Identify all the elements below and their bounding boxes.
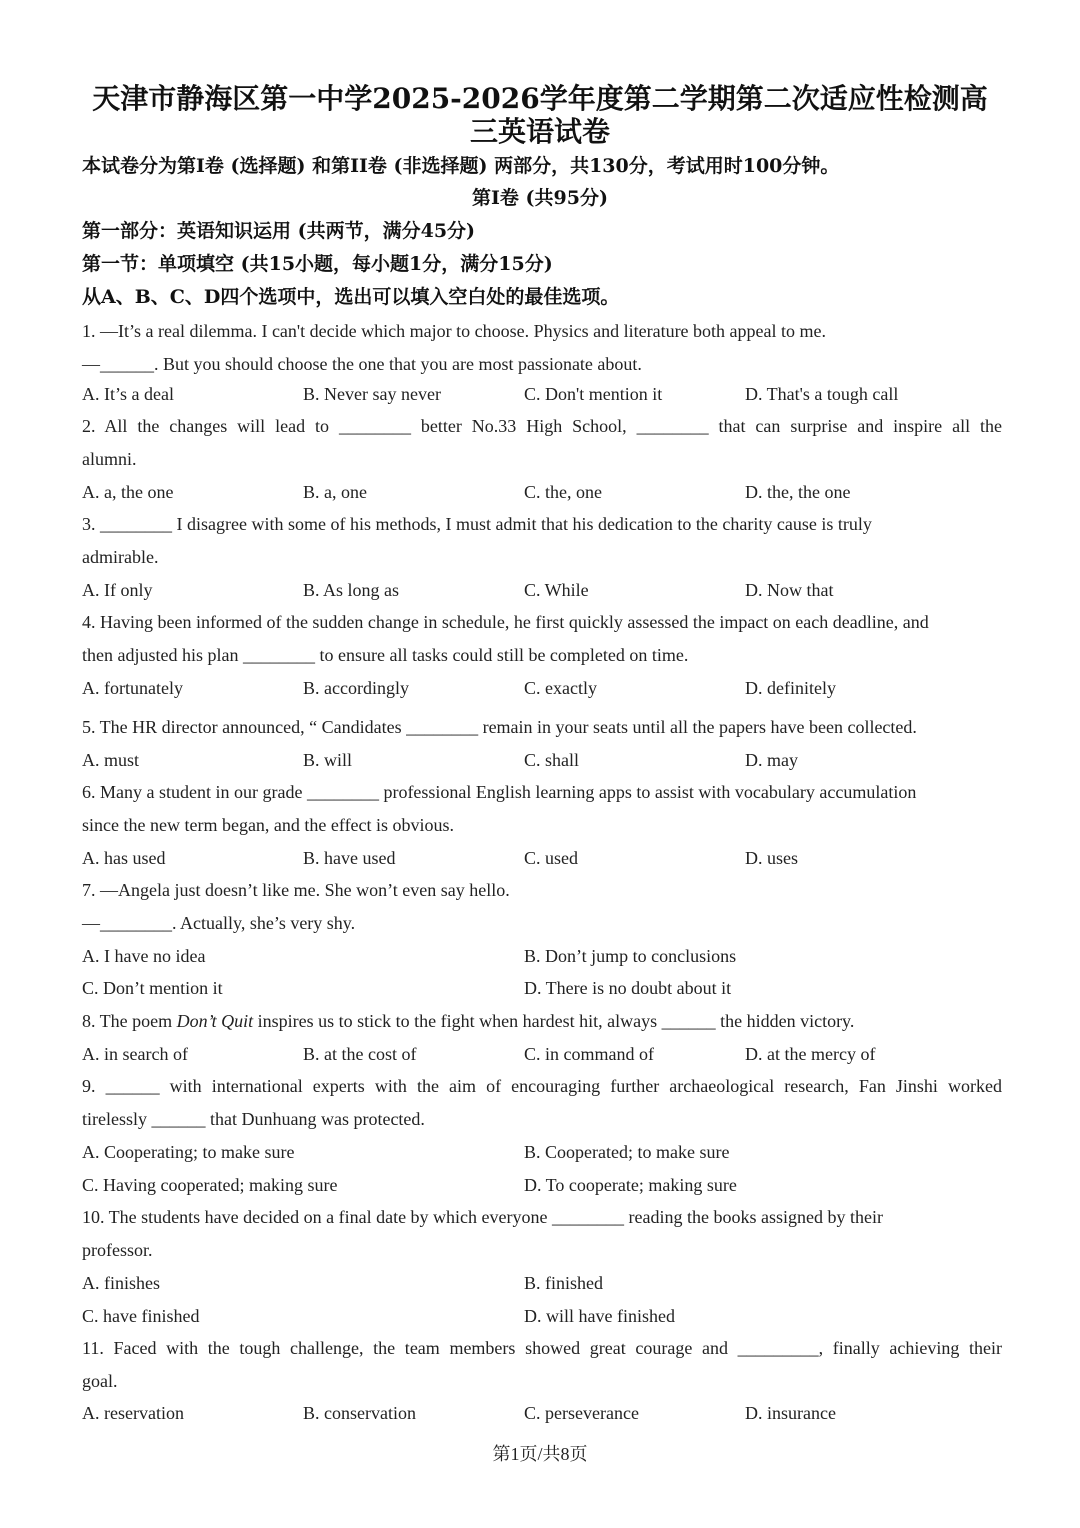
question-9-text: 9. ______ with international experts with the aim of encouraging further archaeological research, Fan Jinshi worked: [82, 1076, 1002, 1096]
question-10-option-a: A. finishes: [82, 1273, 160, 1293]
question-9-text: tirelessly ______ that Dunhuang was protected.: [82, 1109, 425, 1129]
question-4-option-d: D. definitely: [745, 678, 836, 698]
question-11-option-b: B. conservation: [303, 1403, 416, 1423]
question-10-text: professor.: [82, 1240, 153, 1260]
question-6-text: since the new term began, and the effect is obvious.: [82, 815, 455, 835]
question-11-option-c: C. perseverance: [524, 1403, 639, 1423]
question-9-option-a: A. Cooperating; to make sure: [82, 1142, 295, 1162]
poem-title: Don’t Quit: [176, 1011, 254, 1031]
question-1-option-b: B. Never say never: [303, 384, 441, 404]
question-11-text: 11. Faced with the tough challenge, the team members showed great courage and _________, finally achieving their: [82, 1338, 1002, 1358]
question-2-option-a: A. a, the one: [82, 482, 174, 502]
section-heading: 第一节：单项填空 (共15小题，每小题1分，满分15分): [82, 253, 553, 275]
question-11-option-a: A. reservation: [82, 1403, 184, 1423]
question-6-option-c: C. used: [524, 848, 578, 868]
question-3-option-a: A. If only: [82, 580, 153, 600]
question-6-option-b: B. have used: [303, 848, 396, 868]
question-2-text: 2. All the changes will lead to ________ better No.33 High School, ________ that can surprise and inspire all the: [82, 416, 1002, 436]
section-instruction: 从A、B、C、D四个选项中，选出可以填入空白处的最佳选项。: [82, 286, 620, 308]
question-3-option-c: C. While: [524, 580, 589, 600]
question-2-option-d: D. the, the one: [745, 482, 851, 502]
question-4-text: 4. Having been informed of the sudden change in schedule, he first quickly assessed the impact on each deadline, and: [82, 612, 929, 632]
question-6-option-a: A. has used: [82, 848, 166, 868]
question-5-option-c: C. shall: [524, 750, 580, 770]
question-6-option-d: D. uses: [745, 848, 798, 868]
question-2-text: alumni.: [82, 449, 137, 469]
question-1-text: —______. But you should choose the one that you are most passionate about.: [82, 354, 642, 374]
question-2-option-c: C. the, one: [524, 482, 602, 502]
question-1-option-c: C. Don't mention it: [524, 384, 663, 404]
volume-heading: 第I卷 (共95分): [472, 187, 608, 209]
question-4-option-a: A. fortunately: [82, 678, 183, 698]
question-7-option-b: B. Don’t jump to conclusions: [524, 946, 737, 966]
question-11-text: goal.: [82, 1371, 118, 1391]
question-10-option-d: D. will have finished: [524, 1306, 675, 1326]
question-10-option-c: C. have finished: [82, 1306, 200, 1326]
question-8-option-a: A. in search of: [82, 1044, 188, 1064]
question-7-text: 7. —Angela just doesn’t like me. She won’t even say hello.: [82, 880, 510, 900]
question-5-option-a: A. must: [82, 750, 140, 770]
question-11-option-d: D. insurance: [745, 1403, 836, 1423]
part-heading: 第一部分：英语知识运用 (共两节，满分45分): [82, 220, 476, 242]
question-1-option-d: D. That's a tough call: [745, 384, 899, 404]
question-9-option-d: D. To cooperate; making sure: [524, 1175, 737, 1195]
question-8-option-b: B. at the cost of: [303, 1044, 417, 1064]
question-3-option-b: B. As long as: [303, 580, 400, 600]
question-8-text: 8. The poem Don’t Quit inspires us to stick to the fight when hardest hit, always ______ the hidden victory.: [82, 1011, 855, 1031]
question-2-option-b: B. a, one: [303, 482, 367, 502]
exam-intro: 本试卷分为第I卷 (选择题) 和第II卷 (非选择题) 两部分，共130分，考试用时100分钟。: [82, 155, 840, 177]
question-10-text: 10. The students have decided on a final date by which everyone ________ reading the books assigned by their: [82, 1207, 883, 1227]
question-5-text: 5. The HR director announced, “ Candidates ________ remain in your seats until all the papers have been collected.: [82, 717, 917, 737]
question-3-option-d: D. Now that: [745, 580, 834, 600]
question-8-option-c: C. in command of: [524, 1044, 654, 1064]
question-7-text: —________. Actually, she’s very shy.: [82, 913, 356, 933]
question-1-option-a: A. It’s a deal: [82, 384, 174, 404]
question-5-option-d: D. may: [745, 750, 798, 770]
question-8-option-d: D. at the mercy of: [745, 1044, 876, 1064]
question-6-text: 6. Many a student in our grade ________ professional English learning apps to assist with vocabulary accumulation: [82, 782, 917, 802]
question-5-option-b: B. will: [303, 750, 353, 770]
question-3-text: admirable.: [82, 547, 159, 567]
page-number: 第1页/共8页: [492, 1444, 588, 1464]
question-4-option-b: B. accordingly: [303, 678, 409, 698]
question-1-text: 1. —It’s a real dilemma. I can't decide which major to choose. Physics and literature both appeal to me.: [82, 321, 827, 341]
question-3-text: 3. ________ I disagree with some of his methods, I must admit that his dedication to the charity cause is truly: [82, 514, 872, 534]
question-10-option-b: B. finished: [524, 1273, 603, 1293]
question-7-option-a: A. I have no idea: [82, 946, 206, 966]
question-7-option-c: C. Don’t mention it: [82, 978, 223, 998]
question-4-option-c: C. exactly: [524, 678, 597, 698]
exam-title-line-1: 天津市静海区第一中学2025-2026学年度第二学期第二次适应性检测高: [92, 82, 988, 115]
question-9-option-b: B. Cooperated; to make sure: [524, 1142, 730, 1162]
question-7-option-d: D. There is no doubt about it: [524, 978, 732, 998]
question-9-option-c: C. Having cooperated; making sure: [82, 1175, 338, 1195]
question-4-text: then adjusted his plan ________ to ensure all tasks could still be completed on time.: [82, 645, 689, 665]
exam-title-line-2: 三英语试卷: [469, 115, 610, 148]
